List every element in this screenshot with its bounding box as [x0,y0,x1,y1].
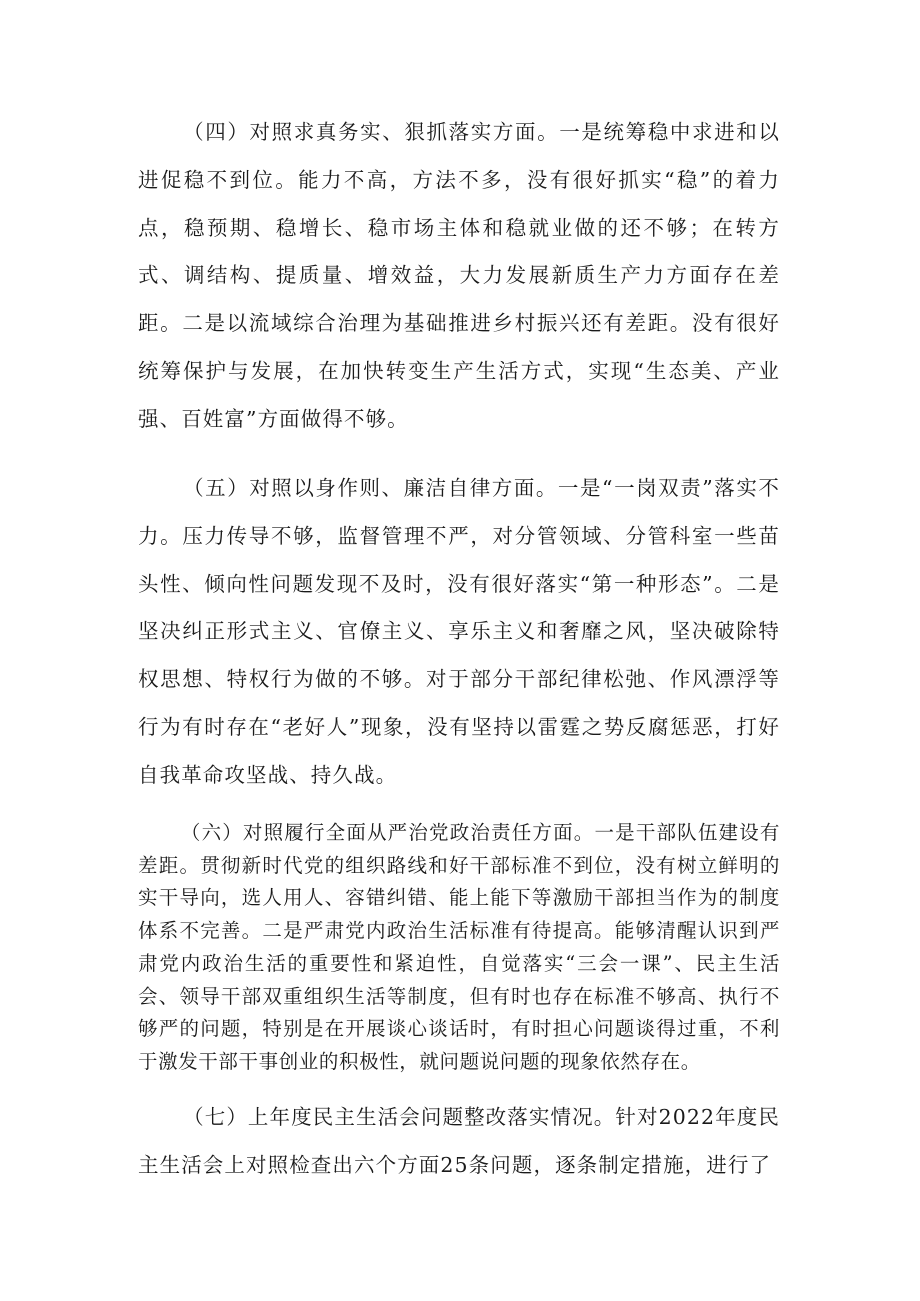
paragraph-section-6: （六）对照履行全面从严治党政治责任方面。一是干部队伍建设有差距。贯彻新时代党的组织路线和好干部标准不到位，没有树立鲜明的实干导向，选人用人、容错纠错、能上能下等激励干部担当作为的制度体系不完善。二是严肃党内政治生活标准有待提高。能够清醒认识到严肃党内政治生活的重要性和紧迫性，自觉落实“三会一课”、民主生活会、领导干部双重组织生活等制度，但有时也存在标准不够高、执行不够严的问题，特别是在开展谈心谈话时，有时担心问题谈得过重，不利于激发干部干事创业的积极性，就问题说问题的现象依然存在。 [138,821,780,1073]
paragraph-section-5: （五）对照以身作则、廉洁自律方面。一是“一岗双责”落实不力。压力传导不够，监督管理不严，对分管领域、分管科室一些苗头性、倾向性问题发现不及时，没有很好落实“第一种形态”。二是坚决纠正形式主义、官僚主义、享乐主义和奢靡之风，坚决破除特权思想、特权行为做的不够。对于部分干部纪律松弛、作风漂浮等行为有时存在“老好人”现象，没有坚持以雷霆之势反腐惩恶，打好自我革命攻坚战、持久战。 [138,476,780,787]
paragraph-section-7: （七）上年度民主生活会问题整改落实情况。针对2022年度民主生活会上对照检查出六个方面25条问题，逐条制定措施，进行了 [138,1105,780,1177]
paragraph-section-4: （四）对照求真务实、狠抓落实方面。一是统筹稳中求进和以进促稳不到位。能力不高，方法不多，没有很好抓实“稳”的着力点，稳预期、稳增长、稳市场主体和稳就业做的还不够；在转方式、调结构、提质量、增效益，大力发展新质生产力方面存在差距。二是以流域综合治理为基础推进乡村振兴还有差距。没有很好统筹保护与发展，在加快转变生产生活方式，实现“生态美、产业强、百姓富”方面做得不够。 [138,120,780,431]
